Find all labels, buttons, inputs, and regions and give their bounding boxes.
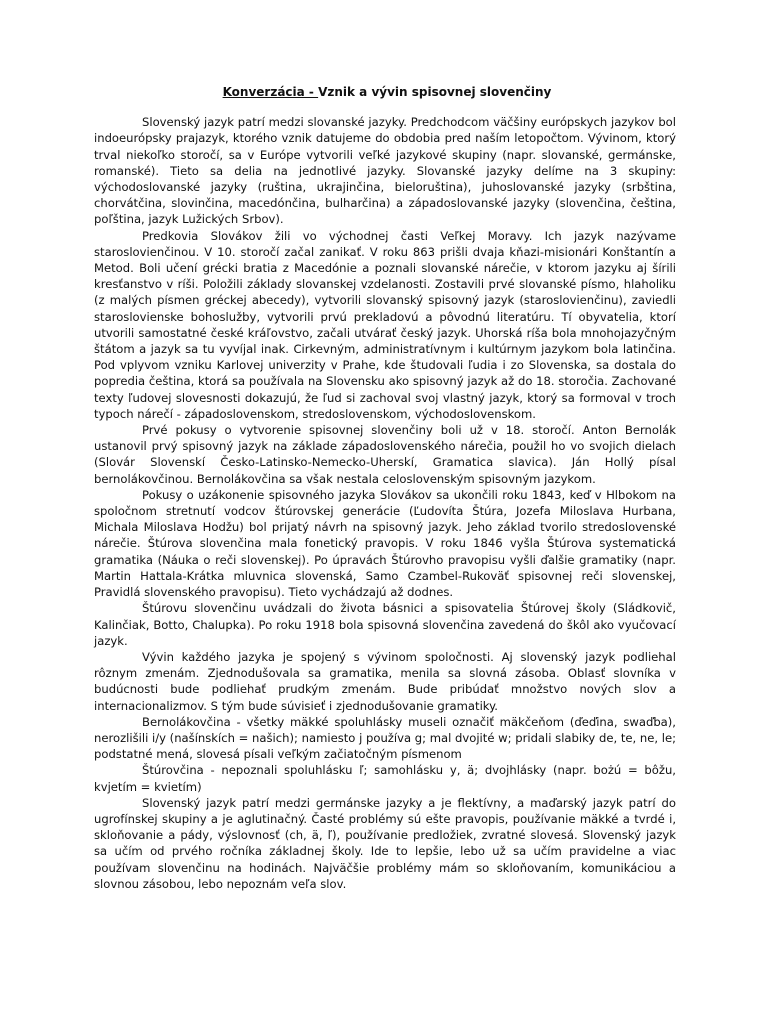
paragraph: Slovenský jazyk patrí medzi slovanské jazyky. Predchodcom väčšiny európskych jazykov bol indoeurópsky prajazyk, ktorého vznik datujeme do obdobia pred naším letopočtom. Vývinom, ktorý trval niekoľko storočí, sa v Európe vytvorili veľké jazykové skupiny (napr. slovanské, germánske, romanské). Tieto sa delia na jednotlivé jazyky. Slovanské jazyky delíme na 3 skupiny: východoslovanské jazyky (ruština, ukrajinčina, bieloruština), juhoslovanské jazyky (srbština, chorvátčina, slovinčina, macedónčina, bulharčina) a západoslovanské jazyky (slovenčina, čeština, poľština, jazyk Lužických Srbov). <box>94 115 676 227</box>
paragraph: Štúrovčina - nepoznali spoluhlásku ľ; samohlásku y, ä; dvojhlásky (napr. bożú = bôžu, kvjetím = kvietím) <box>94 763 676 794</box>
title-lead: Konverzácia - <box>222 85 319 99</box>
paragraph: Pokusy o uzákonenie spisovného jazyka Slovákov sa ukončili roku 1843, keď v Hlbokom na spoločnom stretnutí vodcov štúrovskej generácie (Ľudovíta Štúra, Jozefa Miloslava Hurbana, Michala Miloslava Hodžu) bol prijatý návrh na spisovný jazyk. Jeho základ tvorilo stredoslovenské nárečie. Štúrova slovenčina mala fonetický pravopis. V roku 1846 vyšla Štúrova systematická gramatika (Náuka o reči slovenskej). Po úpravách Štúrovho pravopisu vyšli ďalšie gramatiky (napr. Martin Hattala-Krátka mluvnica slovenská, Samo Czambel-Rukoväť spisovnej reči slovenskej, Pravidlá slovenského pravopisu). Tieto vychádzajú až dodnes. <box>94 487 676 600</box>
paragraph: Vývin každého jazyka je spojený s vývinom spoločnosti. Aj slovenský jazyk podliehal rôznym zmenám. Zjednodušovala sa gramatika, menila sa slovná zásoba. Oblasť slovníka v budúcnosti bude podliehať prudkým zmenám. Bude pribúdať množstvo nových slov a internacionalizmov. S tým bude súvisieť i zjednodušovanie gramatiky. <box>94 649 676 713</box>
paragraph: Predkovia Slovákov žili vo východnej časti Veľkej Moravy. Ich jazyk nazývame staroslovienčinou. V 10. storočí začal zanikať. V roku 863 prišli dvaja kňazi-misionári Konštantín a Metod. Boli učení grécki bratia z Macedónie a poznali slovanské nárečie, v ktorom jazyku aj šírili kresťanstvo v ríši. Položili základy slovanskej vzdelanosti. Zostavili prvé slovanské písmo, hlaholiku (z malých písmen gréckej abecedy), vytvorili slovanský spisovný jazyk (staroslovienčinu), zaviedli staroslovienske bohoslužby, vytvorili prvú prekladovú a pôvodnú literatúru. Tí obyvatelia, ktorí utvorili samostatné české kráľovstvo, začali utvárať český jazyk. Uhorská ríša bola mnohojazyčným štátom a jazyk sa tu vyvíjal inak. Cirkevným, administratívnym i kultúrnym jazykom bola latinčina. Pod vplyvom vzniku Karlovej univerzity v Prahe, kde študovali ľudia i zo Slovenska, sa dostala do popredia čeština, ktorá sa používala na Slovensku ako spisovný jazyk až do 18. storočia. Zachované texty ľudovej slovesnosti dokazujú, že ľud si zachoval svoj vlastný jazyk, ktorý sa formoval v troch typoch nárečí - západoslovenskom, stredoslovenskom, východoslovenskom. <box>94 228 676 421</box>
document-title <box>94 84 676 100</box>
paragraph: Štúrovu slovenčinu uvádzali do života básnici a spisovatelia Štúrovej školy (Sládkovič, Kalinčiak, Botto, Chalupka). Po roku 1918 bola spisovná slovenčina zavedená do škôl ako vyučovací jazyk. <box>94 601 676 648</box>
title-main: Vznik a vývin spisovnej slovenčiny <box>318 85 552 99</box>
paragraph: Bernolákovčina - všetky mäkké spoluhlásky museli označiť mäkčeňom (ďeďina, swaďba), nerozlišili i/y (našínskích = našich); namiesto j používa g; mal dvojité w; pridali slabiky de, te, ne, le; podstatné mená, slovesá písali veľkým začiatočným písmenom <box>94 714 676 762</box>
paragraph: Prvé pokusy o vytvorenie spisovnej slovenčiny boli už v 18. storočí. Anton Bernolák ustanovil prvý spisovný jazyk na základe západoslovenského nárečia, použil ho vo svojich dielach (Slovár Slovenskí Česko-Latinsko-Nemecko-Uherskí, Gramatica slavica). Ján Hollý písal bernolákovčinou. Bernolákovčina sa však nestala celoslovenským spisovným jazykom. <box>94 423 676 486</box>
paragraph: Slovenský jazyk patrí medzi germánske jazyky a je flektívny, a maďarský jazyk patrí do ugrofínskej skupiny a je aglutinačný. Časté problémy sú ešte pravopis, používanie mäkké a tvrdé i, skloňovanie a pády, výslovnosť (ch, ä, ľ), používanie predložiek, zvratné slovesá. Slovenský jazyk sa učím od prvého ročníka základnej školy. Ide to lepšie, lebo už sa učím pravidelne a viac používam slovenčinu na hodinách. Najväčšie problémy mám so skloňovaním, komunikáciou a slovnou zásobou, lebo nepoznám veľa slov. <box>94 795 676 891</box>
